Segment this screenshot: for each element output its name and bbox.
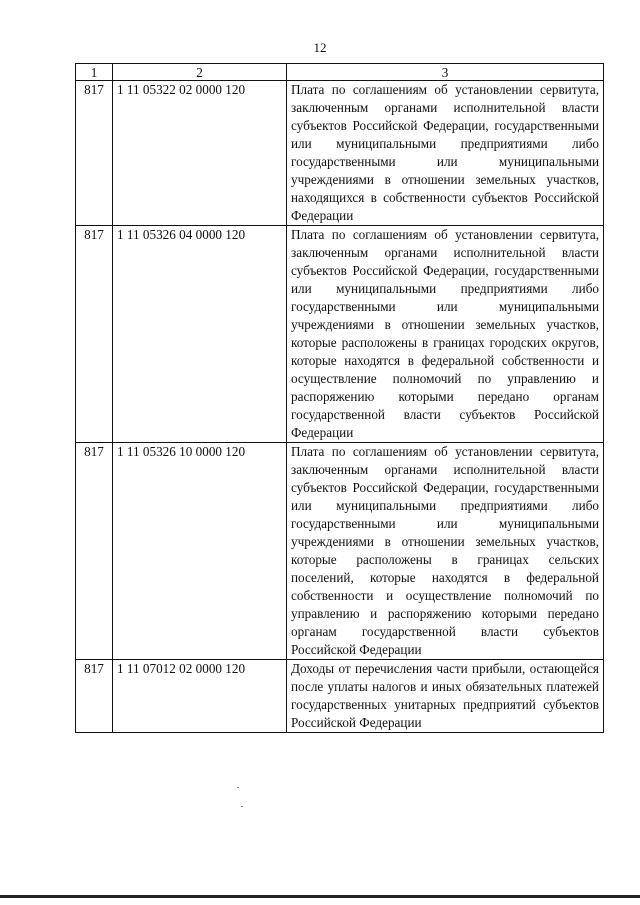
budget-code-cell: 1 11 05322 02 0000 120 <box>113 81 287 226</box>
column-header-3: 3 <box>287 64 604 81</box>
page-number: 12 <box>313 40 327 55</box>
description-cell: Плата по соглашениям об установлении сервитута, заключенным органами исполнительной власти субъектов Российской Федерации, государственными или муниципальными предприятиями либо государственными или муниципальными учреждениями в отношении земельных участков, находящихся в собственности субъектов Российской Федерации <box>287 81 604 226</box>
agency-code-cell: 817 <box>76 226 113 443</box>
budget-code-cell: 1 11 05326 10 0000 120 <box>113 443 287 660</box>
column-header-1: 1 <box>76 64 113 81</box>
table-row <box>76 226 604 443</box>
description-cell: Доходы от перечисления части прибыли, остающейся после уплаты налогов и иных обязательных платежей государственных унитарных предприятий субъектов Российской Федерации <box>287 660 604 733</box>
table-row <box>76 443 604 660</box>
description-cell: Плата по соглашениям об установлении сервитута, заключенным органами исполнительной власти субъектов Российской Федерации, государственными или муниципальными предприятиями либо государственными или муниципальными учреждениями в отношении земельных участков, которые расположены в границах сельских поселений, которые находятся в федеральной собственности и осуществление полномочий по управлению и распоряжению которыми передано органам государственной власти субъектов Российской Федерации <box>287 443 604 660</box>
description-cell: Плата по соглашениям об установлении сервитута, заключенным органами исполнительной власти субъектов Российской Федерации, государственными или муниципальными предприятиями либо государственными или муниципальными учреждениями в отношении земельных участков, которые расположены в границах городских округов, которые находятся в федеральной собственности и осуществление полномочий по управлению и распоряжению которыми передано органам государственной власти субъектов Российской Федерации <box>287 226 604 443</box>
budget-code-cell: 1 11 05326 04 0000 120 <box>113 226 287 443</box>
agency-code-cell: 817 <box>76 660 113 733</box>
agency-code-cell: 817 <box>76 81 113 226</box>
table-row <box>76 81 604 226</box>
scan-bottom-edge <box>0 895 640 898</box>
agency-code-cell: 817 <box>76 443 113 660</box>
scan-speck <box>237 787 239 788</box>
table-row <box>76 660 604 733</box>
table-header-row <box>76 64 604 81</box>
revenue-code-table <box>75 63 604 733</box>
column-header-2: 2 <box>113 64 287 81</box>
budget-code-cell: 1 11 07012 02 0000 120 <box>113 660 287 733</box>
scan-speck <box>241 806 243 807</box>
